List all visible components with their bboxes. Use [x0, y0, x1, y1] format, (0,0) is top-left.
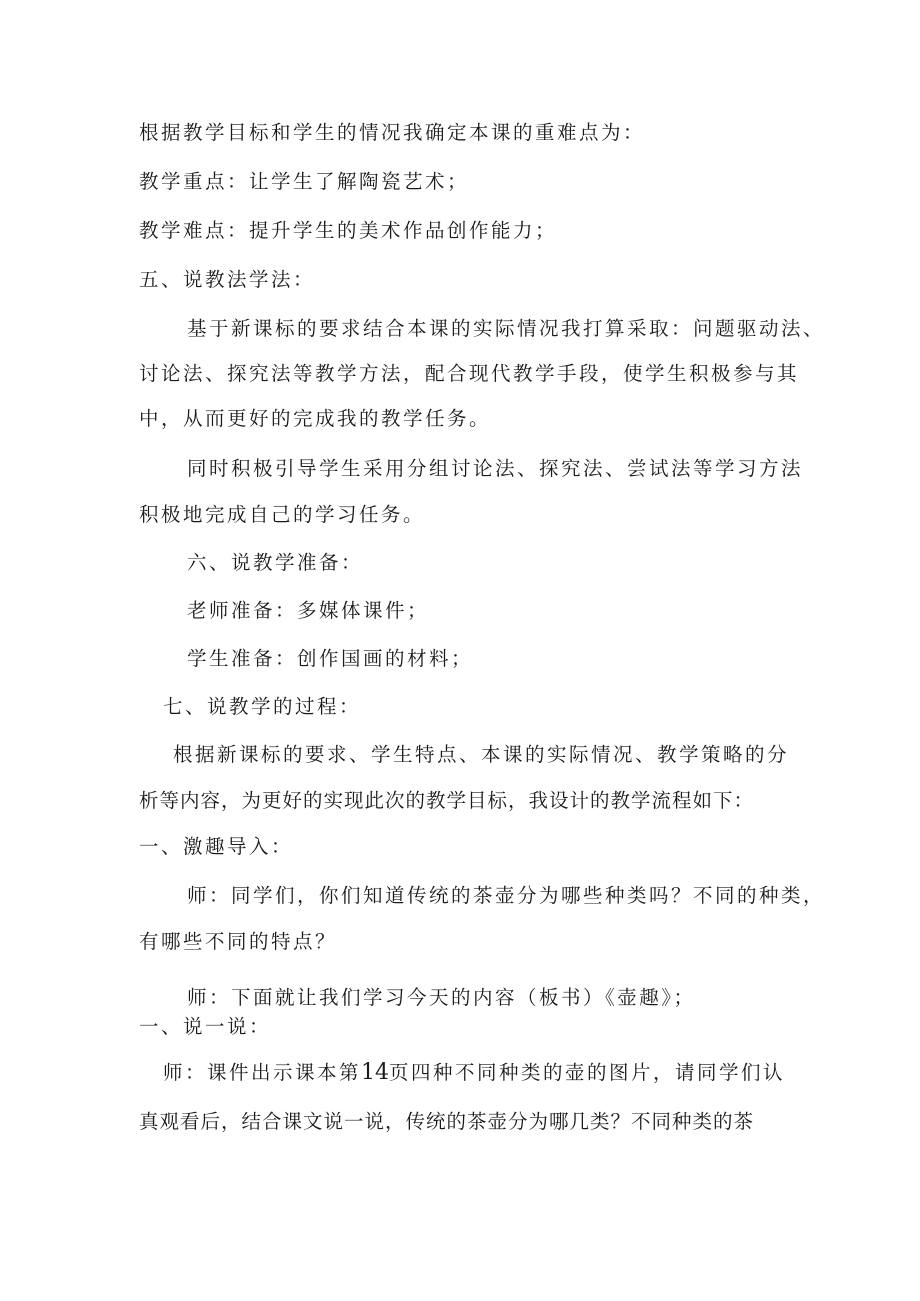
paragraph-line: 中，从而更好的完成我的教学任务。: [139, 407, 492, 430]
paragraph-line: 析等内容，为更好的实现此次的教学目标，我设计的教学流程如下：: [139, 789, 755, 812]
page-number-text: 14: [361, 1060, 390, 1085]
paragraph-line: 同时积极引导学生采用分组讨论法、探究法、尝试法等学习方法: [187, 457, 804, 480]
paragraph-line: 真观看后，结合课文说一说，传统的茶壶分为哪几类？不同种类的茶: [139, 1110, 755, 1133]
paragraph-line: 老师准备：多媒体课件；: [187, 599, 430, 622]
section-heading: 六、说教学准备：: [187, 551, 364, 574]
paragraph-line: 根据新课标的要求、学生特点、本课的实际情况、教学策略的分: [173, 743, 790, 766]
section-heading: 七、说教学的过程：: [163, 695, 362, 718]
section-heading: 一、激趣导入：: [139, 835, 294, 858]
paragraph-line: 师：下面就让我们学习今天的内容（板书）《壶趣》；: [187, 986, 696, 1009]
paragraph-line: 师：同学们，你们知道传统的茶壶分为哪些种类吗？不同的种类，: [187, 884, 826, 907]
section-heading: 五、说教法学法：: [139, 268, 316, 291]
paragraph-line: 讨论法、探究法等教学方法，配合现代教学手段，使学生积极参与其: [139, 362, 800, 385]
paragraph-line: 根据教学目标和学生的情况我确定本课的重难点为：: [139, 121, 646, 144]
paragraph-line: 有哪些不同的特点？: [139, 930, 338, 953]
paragraph-line: 学生准备：创作国画的材料；: [187, 647, 474, 670]
paragraph-line: 教学难点：提升学生的美术作品创作能力；: [139, 219, 558, 242]
text-segment: 师：课件出示课本第: [163, 1061, 362, 1084]
paragraph-line: 教学重点：让学生了解陶瓷艺术；: [139, 170, 470, 193]
paragraph-line: 基于新课标的要求结合本课的实际情况我打算采取：问题驱动法、: [187, 317, 826, 340]
section-heading: 一、说一说：: [139, 1015, 272, 1038]
paragraph-line: [163, 1060, 785, 1086]
paragraph-line: 积极地完成自己的学习任务。: [139, 503, 426, 526]
text-segment: 页四种不同种类的壶的图片，请同学们认: [389, 1061, 786, 1084]
